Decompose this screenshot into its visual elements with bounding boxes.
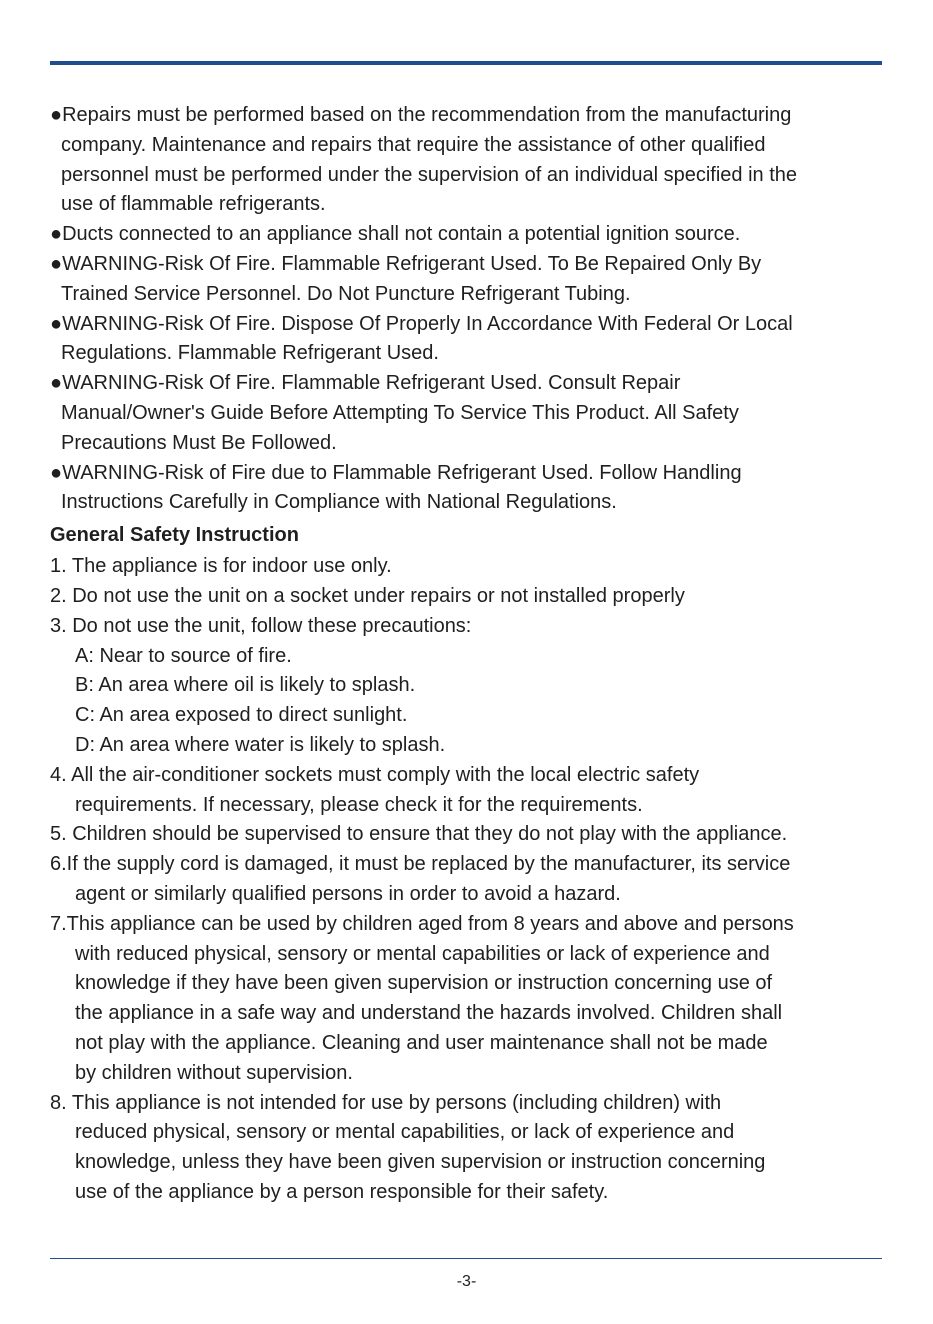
- bullet-line: Trained Service Personnel. Do Not Puncture Refrigerant Tubing.: [61, 282, 631, 305]
- instruction-line: use of the appliance by a person responsible for their safety.: [75, 1180, 609, 1203]
- header-rule: [50, 61, 882, 65]
- safety-instructions: [50, 552, 890, 1208]
- instruction-line: the appliance in a safe way and understand the hazards involved. Children shall: [75, 1002, 783, 1025]
- instruction-line: requirements. If necessary, please check it for the requirements.: [75, 793, 643, 816]
- instruction-line: knowledge, unless they have been given supervision or instruction concerning: [75, 1151, 766, 1174]
- bullet-line: ●WARNING-Risk of Fire due to Flammable Refrigerant Used. Follow Handling: [50, 461, 742, 484]
- bullet-line: ●WARNING-Risk Of Fire. Flammable Refrigerant Used. To Be Repaired Only By: [50, 252, 762, 275]
- page-number: -3-: [456, 1273, 477, 1290]
- instruction-line: reduced physical, sensory or mental capabilities, or lack of experience and: [75, 1121, 735, 1144]
- bullet-line: ●Ducts connected to an appliance shall not contain a potential ignition source.: [50, 223, 741, 246]
- instruction-line: 1. The appliance is for indoor use only.: [50, 555, 392, 578]
- page-content: [50, 101, 890, 1208]
- instruction-line: B: An area where oil is likely to splash.: [75, 674, 416, 697]
- bullet-line: company. Maintenance and repairs that require the assistance of other qualified: [61, 133, 766, 156]
- bullet-line: personnel must be performed under the supervision of an individual specified in the: [61, 163, 797, 186]
- instruction-line: 8. This appliance is not intended for use by persons (including children) with: [50, 1091, 722, 1114]
- instruction-line: 6.If the supply cord is damaged, it must be replaced by the manufacturer, its service: [50, 853, 791, 876]
- instruction-line: A: Near to source of fire.: [75, 644, 292, 667]
- instruction-line: by children without supervision.: [75, 1061, 353, 1084]
- bullet-line: ●WARNING-Risk Of Fire. Flammable Refrigerant Used. Consult Repair: [50, 372, 681, 395]
- instruction-line: knowledge if they have been given supervision or instruction concerning use of: [75, 972, 773, 995]
- bullet-line: ●Repairs must be performed based on the recommendation from the manufacturing: [50, 104, 792, 126]
- refrigerant-warnings: [50, 101, 890, 518]
- footer-rule: [50, 1258, 882, 1259]
- instruction-line: 4. All the air-conditioner sockets must comply with the local electric safety: [50, 763, 700, 786]
- instruction-line: with reduced physical, sensory or mental capabilities or lack of experience and: [75, 942, 770, 965]
- instruction-line: 7.This appliance can be used by children aged from 8 years and above and persons: [50, 912, 794, 935]
- bullet-line: Regulations. Flammable Refrigerant Used.: [61, 342, 439, 365]
- bullet-line: Manual/Owner's Guide Before Attempting To Service This Product. All Safety: [61, 401, 739, 424]
- instruction-line: 5. Children should be supervised to ensure that they do not play with the appliance.: [50, 823, 788, 846]
- bullet-line: ●WARNING-Risk Of Fire. Dispose Of Properly In Accordance With Federal Or Local: [50, 312, 793, 335]
- section-title: General Safety Instruction: [50, 524, 299, 547]
- bullet-line: Precautions Must Be Followed.: [61, 431, 337, 454]
- instruction-line: agent or similarly qualified persons in order to avoid a hazard.: [75, 882, 621, 905]
- instruction-line: not play with the appliance. Cleaning and user maintenance shall not be made: [75, 1031, 768, 1054]
- instruction-line: C: An area exposed to direct sunlight.: [75, 704, 408, 727]
- bullet-line: use of flammable refrigerants.: [61, 193, 326, 216]
- bullet-line: Instructions Carefully in Compliance with National Regulations.: [61, 491, 617, 514]
- instruction-line: 3. Do not use the unit, follow these precautions:: [50, 614, 472, 637]
- instruction-line: 2. Do not use the unit on a socket under repairs or not installed properly: [50, 584, 685, 607]
- instruction-line: D: An area where water is likely to splash.: [75, 733, 446, 756]
